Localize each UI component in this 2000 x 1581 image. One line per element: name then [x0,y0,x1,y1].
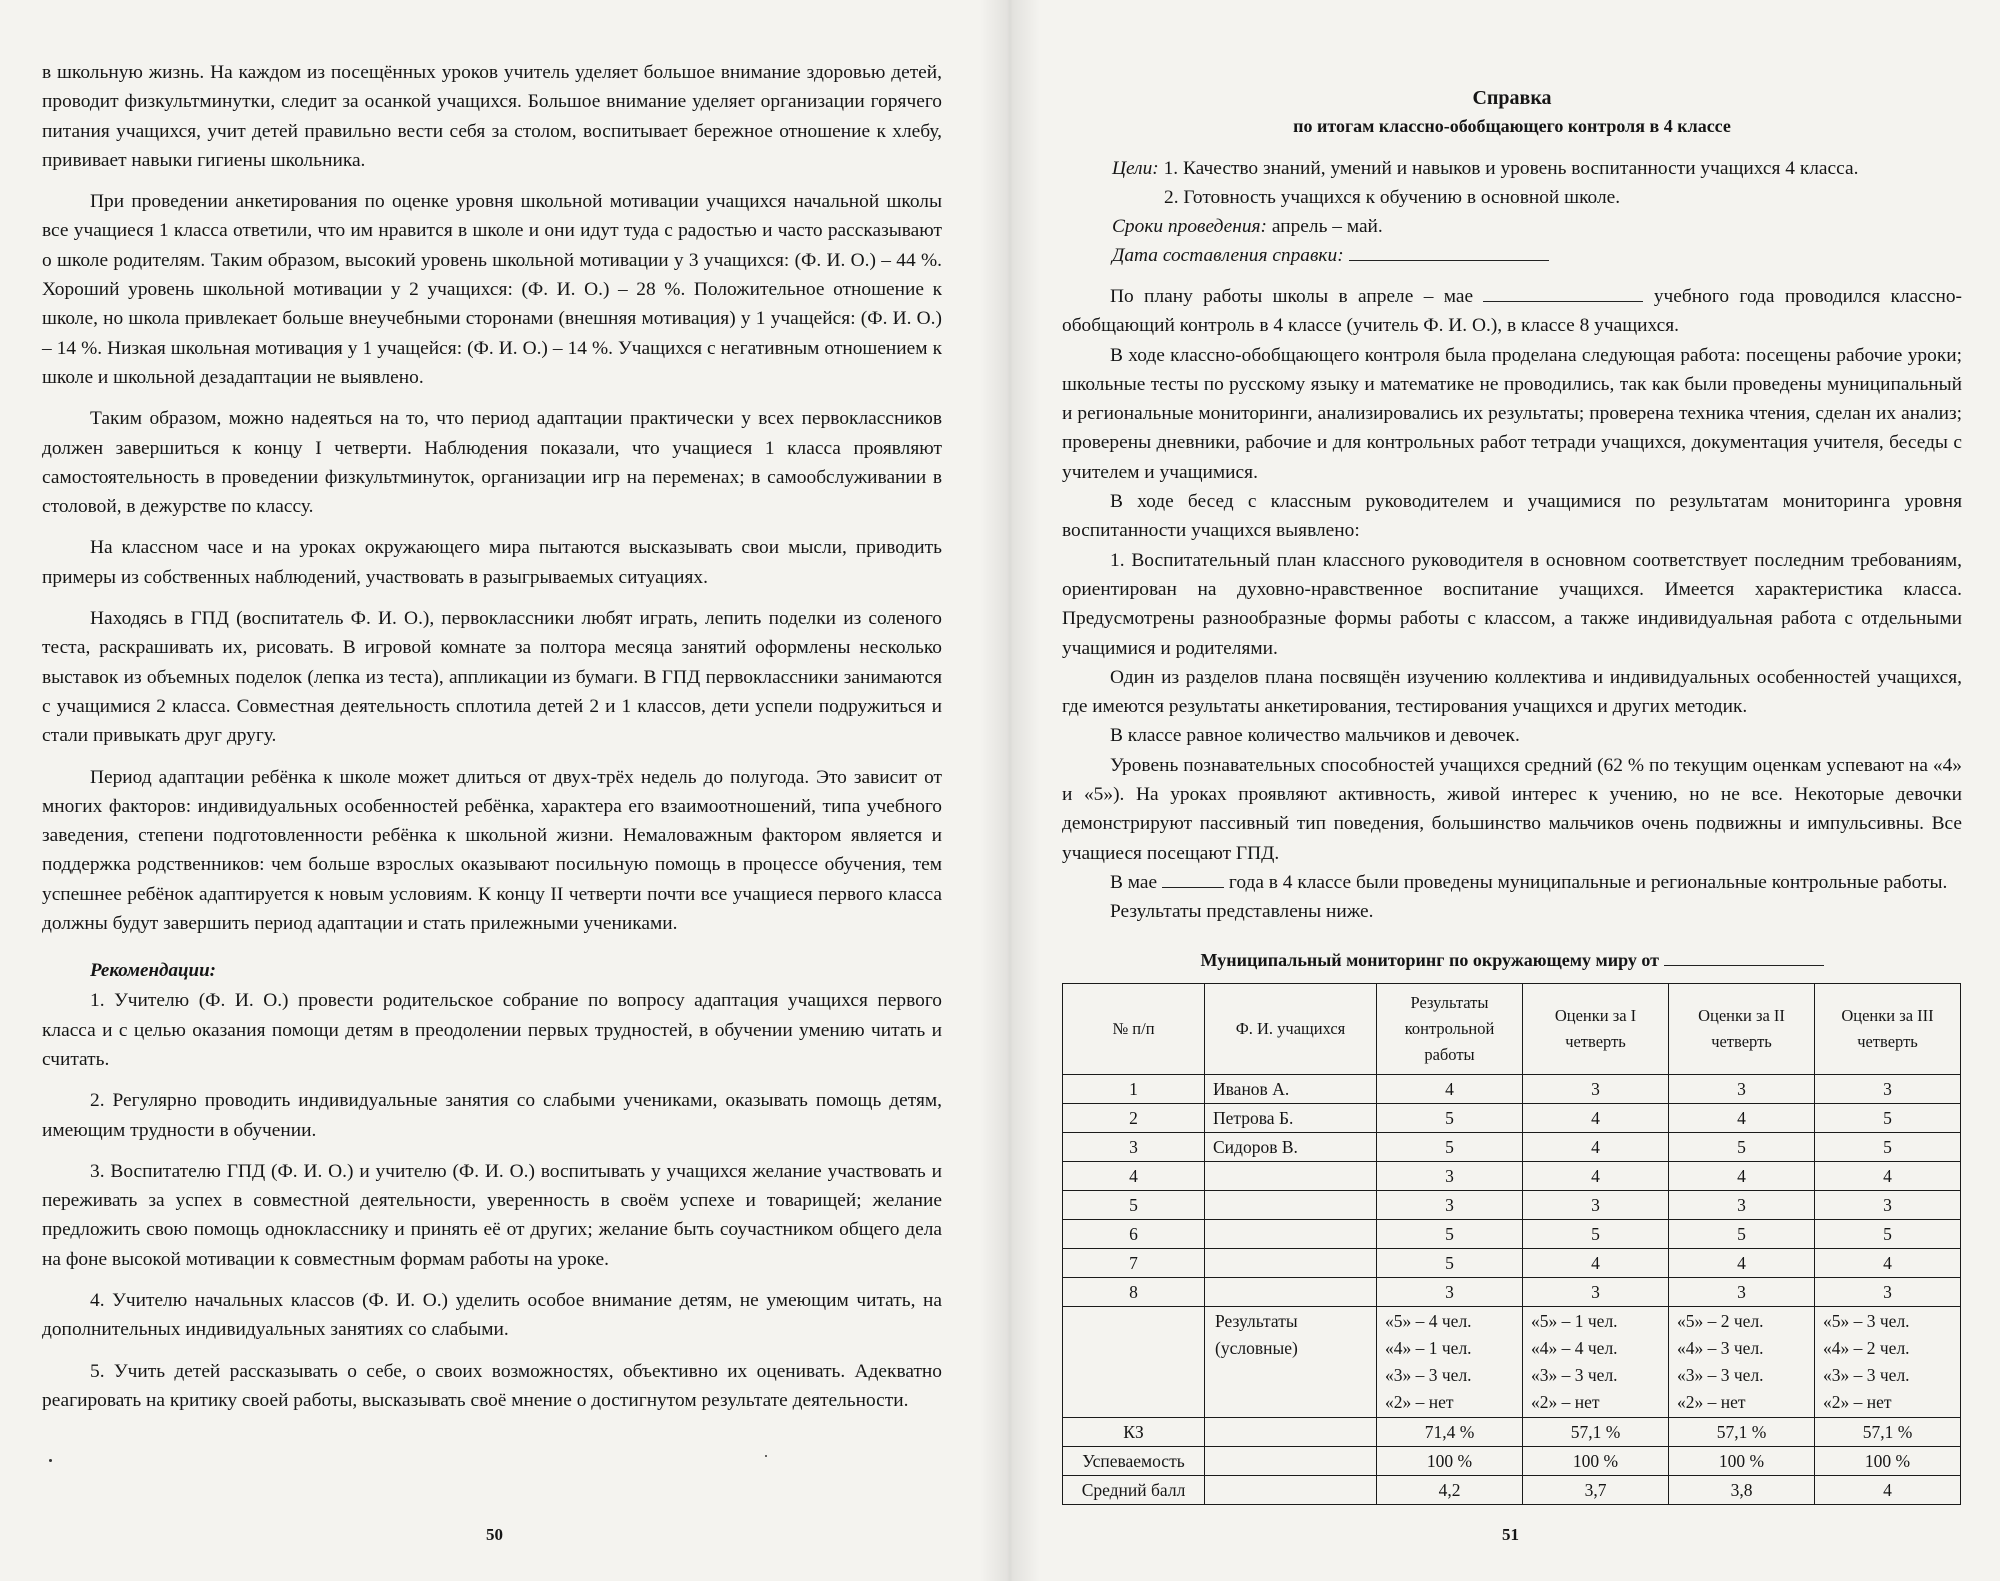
left-paragraph-3: Таким образом, можно надеяться на то, что период адаптации практически у всех первоклассников должен завершиться к концу I четверти. Наблюдения показали, что учащиеся 1 класса проявляют самостоятельность в проведении физкультминуток, организации игр на переменах; в самообслуживании в столовой, в дежурстве по классу. [42,408,942,518]
result-line: «5» – 4 чел. [1385,1310,1472,1331]
summary-row [1063,1417,1961,1446]
summary-value-cell: 100 % [1377,1446,1523,1475]
may-year-blank [1162,886,1224,888]
table-date-blank [1664,964,1824,966]
student-name-cell: Иванов А. [1205,1074,1377,1103]
grade-cell: 4 [1815,1161,1961,1190]
result-line: «4» – 2 чел. [1823,1337,1910,1358]
row-number-cell: 3 [1063,1132,1205,1161]
row-number-cell: 2 [1063,1103,1205,1132]
may-paragraph [1062,868,1962,897]
result-line: «2» – нет [1385,1391,1454,1412]
result-line: «2» – нет [1823,1391,1892,1412]
grade-cell: 3 [1523,1074,1669,1103]
goals-label: Цели: [1112,158,1159,179]
row-number-cell: 7 [1063,1248,1205,1277]
intro-part-a: По плану работы школы в апреле – мае [1110,286,1474,307]
result-line: «2» – нет [1531,1391,1600,1412]
summary-value-cell: 4 [1815,1475,1961,1504]
header-cell: № п/п [1063,983,1205,1074]
table-row [1063,1161,1961,1190]
summary-label-cell: Успеваемость [1063,1446,1205,1475]
row-number-cell: 4 [1063,1161,1205,1190]
student-name-cell [1205,1219,1377,1248]
student-name-cell [1205,1161,1377,1190]
grade-cell: 3 [1523,1190,1669,1219]
result-line: «5» – 1 чел. [1531,1310,1618,1331]
right-paragraph-5: В классе равное количество мальчиков и девочек. [1110,725,1520,747]
row-number-cell: 6 [1063,1219,1205,1248]
result-line: «3» – 3 чел. [1823,1364,1910,1385]
result-line: «5» – 3 чел. [1823,1310,1910,1331]
results-cell [1815,1306,1961,1417]
row-number-cell: 8 [1063,1277,1205,1306]
summary-value-cell: 3,8 [1669,1475,1815,1504]
right-paragraph-2: В ходе бесед с классным руководителем и учащимися по результатам мониторинга уровня воспитанности учащихся выявлено: [1062,491,1962,542]
grade-cell: 3 [1377,1190,1523,1219]
document-title: Справка [1472,87,1552,109]
intro-paragraph [1062,282,1962,341]
results-cell [1523,1306,1669,1417]
right-page [1062,84,1962,1505]
grade-cell: 3 [1815,1074,1961,1103]
grade-cell: 4 [1523,1248,1669,1277]
grade-cell: 5 [1815,1132,1961,1161]
grade-cell: 3 [1815,1190,1961,1219]
result-line: «4» – 3 чел. [1677,1337,1764,1358]
results-num-cell [1063,1306,1205,1417]
may-part-a: В мае [1110,871,1158,893]
grade-cell: 5 [1377,1103,1523,1132]
grade-cell: 3 [1377,1277,1523,1306]
year-blank [1483,300,1643,302]
grade-cell: 3 [1669,1277,1815,1306]
table-row [1063,1248,1961,1277]
scan-speck [765,1455,767,1457]
summary-value-cell: 100 % [1523,1446,1669,1475]
terms-label: Сроки проведения: [1112,216,1268,237]
summary-value-cell: 4,2 [1377,1475,1523,1504]
grade-cell: 4 [1523,1132,1669,1161]
summary-value-cell: 57,1 % [1669,1417,1815,1446]
summary-empty-cell [1205,1417,1377,1446]
grade-cell: 5 [1377,1248,1523,1277]
result-line: «2» – нет [1677,1391,1746,1412]
table-title [1062,947,1962,973]
result-line: «4» – 1 чел. [1385,1337,1472,1358]
header-cell: Ф. И. учащихся [1205,983,1377,1074]
header-cell: Оценки за II четверть [1669,983,1815,1074]
result-line: «5» – 2 чел. [1677,1310,1764,1331]
right-paragraph-6: Уровень познавательных способностей учащихся средний (62 % по текущим оценкам успевают на «4» и «5»). На уроках проявляют активность, живой интерес к учению, но не все. Некоторые девочки демонстрируют пассивный тип поведения, большинство мальчиков очень подвижны и импульсивны. Все учащиеся посещают ГПД. [1062,754,1962,864]
result-line: «4» – 4 чел. [1531,1337,1618,1358]
page-number-right: 51 [1502,1525,1519,1544]
summary-value-cell: 57,1 % [1523,1417,1669,1446]
grade-cell: 3 [1815,1277,1961,1306]
grade-cell: 4 [1669,1248,1815,1277]
date-blank [1349,259,1549,261]
scan-speck [49,1459,52,1462]
result-line: «3» – 3 чел. [1385,1364,1472,1385]
book-gutter [980,0,1040,1581]
grade-cell: 4 [1669,1161,1815,1190]
results-cell [1377,1306,1523,1417]
summary-value-cell: 100 % [1815,1446,1961,1475]
table-row [1063,1132,1961,1161]
document-subtitle: по итогам классно-обобщающего контроля в 4 классе [1293,116,1731,136]
header-cell: Оценки за III четверть [1815,983,1961,1074]
recommendation-3: 3. Воспитателю ГПД (Ф. И. О.) и учителю (Ф. И. О.) воспитывать у учащихся желание участвовать и переживать за успех в совместной деятельности, уверенность в своём успехе и товарищей; желание предложить свою помощь однокласснику и принять её от других; желание быть соучастником общего дела на фоне высокой мотивации к совместным формам работы на уроке. [42,1160,942,1270]
recommendations-heading: Рекомендации: [90,960,216,982]
goal-1: 1. Качество знаний, умений и навыков и уровень воспитанности учащихся 4 класса. [1163,158,1859,179]
result-line: «3» – 3 чел. [1677,1364,1764,1385]
summary-label-cell: КЗ [1063,1417,1205,1446]
grade-cell: 4 [1377,1074,1523,1103]
student-name-cell: Петрова Б. [1205,1103,1377,1132]
left-paragraph-4: На классном часе и на уроках окружающего мира пытаются высказывать свои мысли, приводить примеры из собственных наблюдений, участвовать в разыгрываемых ситуациях. [42,537,942,588]
student-name-cell [1205,1277,1377,1306]
summary-value-cell: 71,4 % [1377,1417,1523,1446]
table-title-text: Муниципальный мониторинг по окружающему миру от [1200,949,1660,970]
grade-cell: 3 [1377,1161,1523,1190]
grade-cell: 5 [1815,1103,1961,1132]
goal-2: 2. Готовность учащихся к обучению в основной школе. [1164,187,1621,208]
goals-line [1062,154,1962,183]
summary-rows [1063,1417,1961,1504]
summary-empty-cell [1205,1475,1377,1504]
grade-cell: 5 [1377,1219,1523,1248]
left-page [42,58,942,1415]
results-label: Результаты (условные) [1205,1306,1377,1417]
grade-cell: 4 [1523,1103,1669,1132]
grade-cell: 5 [1815,1219,1961,1248]
recommendation-4: 4. Учителю начальных классов (Ф. И. О.) уделить особое внимание детям, не умеющим читать, на дополнительных индивидуальных занятиях со слабыми. [42,1289,942,1341]
grade-cell: 4 [1815,1248,1961,1277]
grade-cell: 3 [1669,1074,1815,1103]
header-cell: Результаты контрольной работы [1377,983,1523,1074]
student-name-cell: Сидоров В. [1205,1132,1377,1161]
results-cell [1669,1306,1815,1417]
grade-cell: 3 [1523,1277,1669,1306]
table-row [1063,1219,1961,1248]
table-row [1063,1277,1961,1306]
date-line [1062,241,1962,270]
left-paragraph-6: Период адаптации ребёнка к школе может длиться от двух-трёх недель до полугода. Это зависит от многих факторов: индивидуальных особенностей ребёнка, характера его взаимоотношений, типа учебного заведения, степени подготовленности ребёнка к школьной жизни. Немаловажным фактором является и поддержка родственников: чем больше взрослых оказывают посильную помощь в процессе обучения, тем успешнее ребёнок адаптируется к новым условиям. К концу II четверти почти все учащиеся первого класса должны будут завершить период адаптации и стать прилежными учениками. [42,766,942,935]
left-paragraph-1: в школьную жизнь. На каждом из посещённых уроков учитель уделяет большое внимание здоровью детей, проводит физкультминутки, следит за осанкой учащихся. Большое внимание уделяет организации горячего питания учащихся, учит детей правильно вести себя за столом, воспитывает бережное отношение к хлебу, прививает навыки гигиены школьника. [42,62,942,171]
summary-label-cell: Средний балл [1063,1475,1205,1504]
recommendation-5: 5. Учить детей рассказывать о себе, о своих возможностях, объективно их оценивать. Адекватно реагировать на критику своей работы, высказывать своё мнение о достигнутом результате деятельности. [42,1360,942,1411]
row-number-cell: 5 [1063,1190,1205,1219]
table-row [1063,1103,1961,1132]
left-paragraph-2: При проведении анкетирования по оценке уровня школьной мотивации учащихся начальной школы все учащиеся 1 класса ответили, что им нравится в школе и они идут туда с радостью и часто рассказывают о школе родителям. Таким образом, высокий уровень школьной мотивации у 3 учащихся: (Ф. И. О.) – 44 %. Хороший уровень школьной мотивации у 2 учащихся: (Ф. И. О.) – 28 %. Положительное отношение к школе, но школа привлекает больше внеучебными сторонами (внешняя мотивация) у 1 учащейся: (Ф. И. О.) – 14 %. Низкая школьная мотивация у 1 учащейся: (Ф. И. О.) – 14 %. Учащихся с негативным отношением к школе и школьной дезадаптации не выявлено. [42,191,942,388]
recommendation-1: 1. Учителю (Ф. И. О.) провести родительское собрание по вопросу адаптация учащихся первого класса и с целью оказания помощи детям в преодолении первых трудностей, в обучении умению читать и считать. [42,990,942,1070]
results-row [1063,1306,1961,1417]
row-number-cell: 1 [1063,1074,1205,1103]
summary-row [1063,1446,1961,1475]
summary-value-cell: 100 % [1669,1446,1815,1475]
grade-cell: 5 [1523,1219,1669,1248]
monitoring-table [1062,983,1961,1505]
student-rows [1063,1074,1961,1306]
grade-cell: 4 [1523,1161,1669,1190]
header-cell: Оценки за I четверть [1523,983,1669,1074]
date-label: Дата составления справки: [1112,245,1344,266]
student-name-cell [1205,1190,1377,1219]
table-row [1063,1074,1961,1103]
right-paragraph-1: В ходе классно-обобщающего контроля была проделана следующая работа: посещены рабочие уроки; школьные тесты по русскому языку и математике не проводились, так как были проведены муниципальный и региональные мониторинги, анализировались их результаты; проверена техника чтения, сделан их анализ; проверены дневники, рабочие и для контрольных работ тетради учащихся, документация учителя, беседы с учителем и учащимися. [1062,344,1962,483]
summary-row [1063,1475,1961,1504]
terms-line [1062,212,1962,241]
grade-cell: 5 [1669,1132,1815,1161]
table-header-row [1063,983,1961,1074]
right-paragraph-3: 1. Воспитательный план классного руководителя в основном соответствует последним требованиям, ориентирован на духовно-нравственное воспитание учащихся. Имеется характеристика класса. Предусмотрены разнообразные формы работы с классом, а также индивидуальная работа с отдельными учащимися и родителями. [1062,549,1962,659]
may-part-b: года в 4 классе были проведены муниципальные и региональные контрольные работы. [1228,871,1948,893]
terms-value: апрель – май. [1271,216,1383,237]
summary-value-cell: 3,7 [1523,1475,1669,1504]
page-number-left: 50 [486,1525,503,1544]
table-row [1063,1190,1961,1219]
left-paragraph-5: Находясь в ГПД (воспитатель Ф. И. О.), первоклассники любят играть, лепить поделки из соленого теста, раскрашивать их, рисовать. В игровой комнате за полтора месяца занятий оформлены несколько выставок из объемных поделок (лепка из теста), аппликации из бумаги. В ГПД первоклассники занимаются с учащимися 2 класса. Совместная деятельность сплотила детей 2 и 1 классов, дети успели подружиться и стали привыкать друг другу. [42,608,942,747]
summary-value-cell: 57,1 % [1815,1417,1961,1446]
right-paragraph-4: Один из разделов плана посвящён изучению коллектива и индивидуальных особенностей учащихся, где имеются результаты анкетирования, тестирования учащихся и других методик. [1062,666,1962,718]
result-line: «3» – 3 чел. [1531,1364,1618,1385]
grade-cell: 3 [1669,1190,1815,1219]
recommendation-2: 2. Регулярно проводить индивидуальные занятия со слабыми учениками, оказывать помощь детям, имеющим трудности в обучении. [42,1090,942,1141]
intro-part-b: учебного года проводился классно-обобщающий контроль в 4 классе (учитель Ф. И. О.), в классе 8 учащихся. [1062,286,1962,337]
grade-cell: 4 [1669,1103,1815,1132]
student-name-cell [1205,1248,1377,1277]
results-below: Результаты представлены ниже. [1110,901,1374,923]
grade-cell: 5 [1377,1132,1523,1161]
summary-empty-cell [1205,1446,1377,1475]
grade-cell: 5 [1669,1219,1815,1248]
